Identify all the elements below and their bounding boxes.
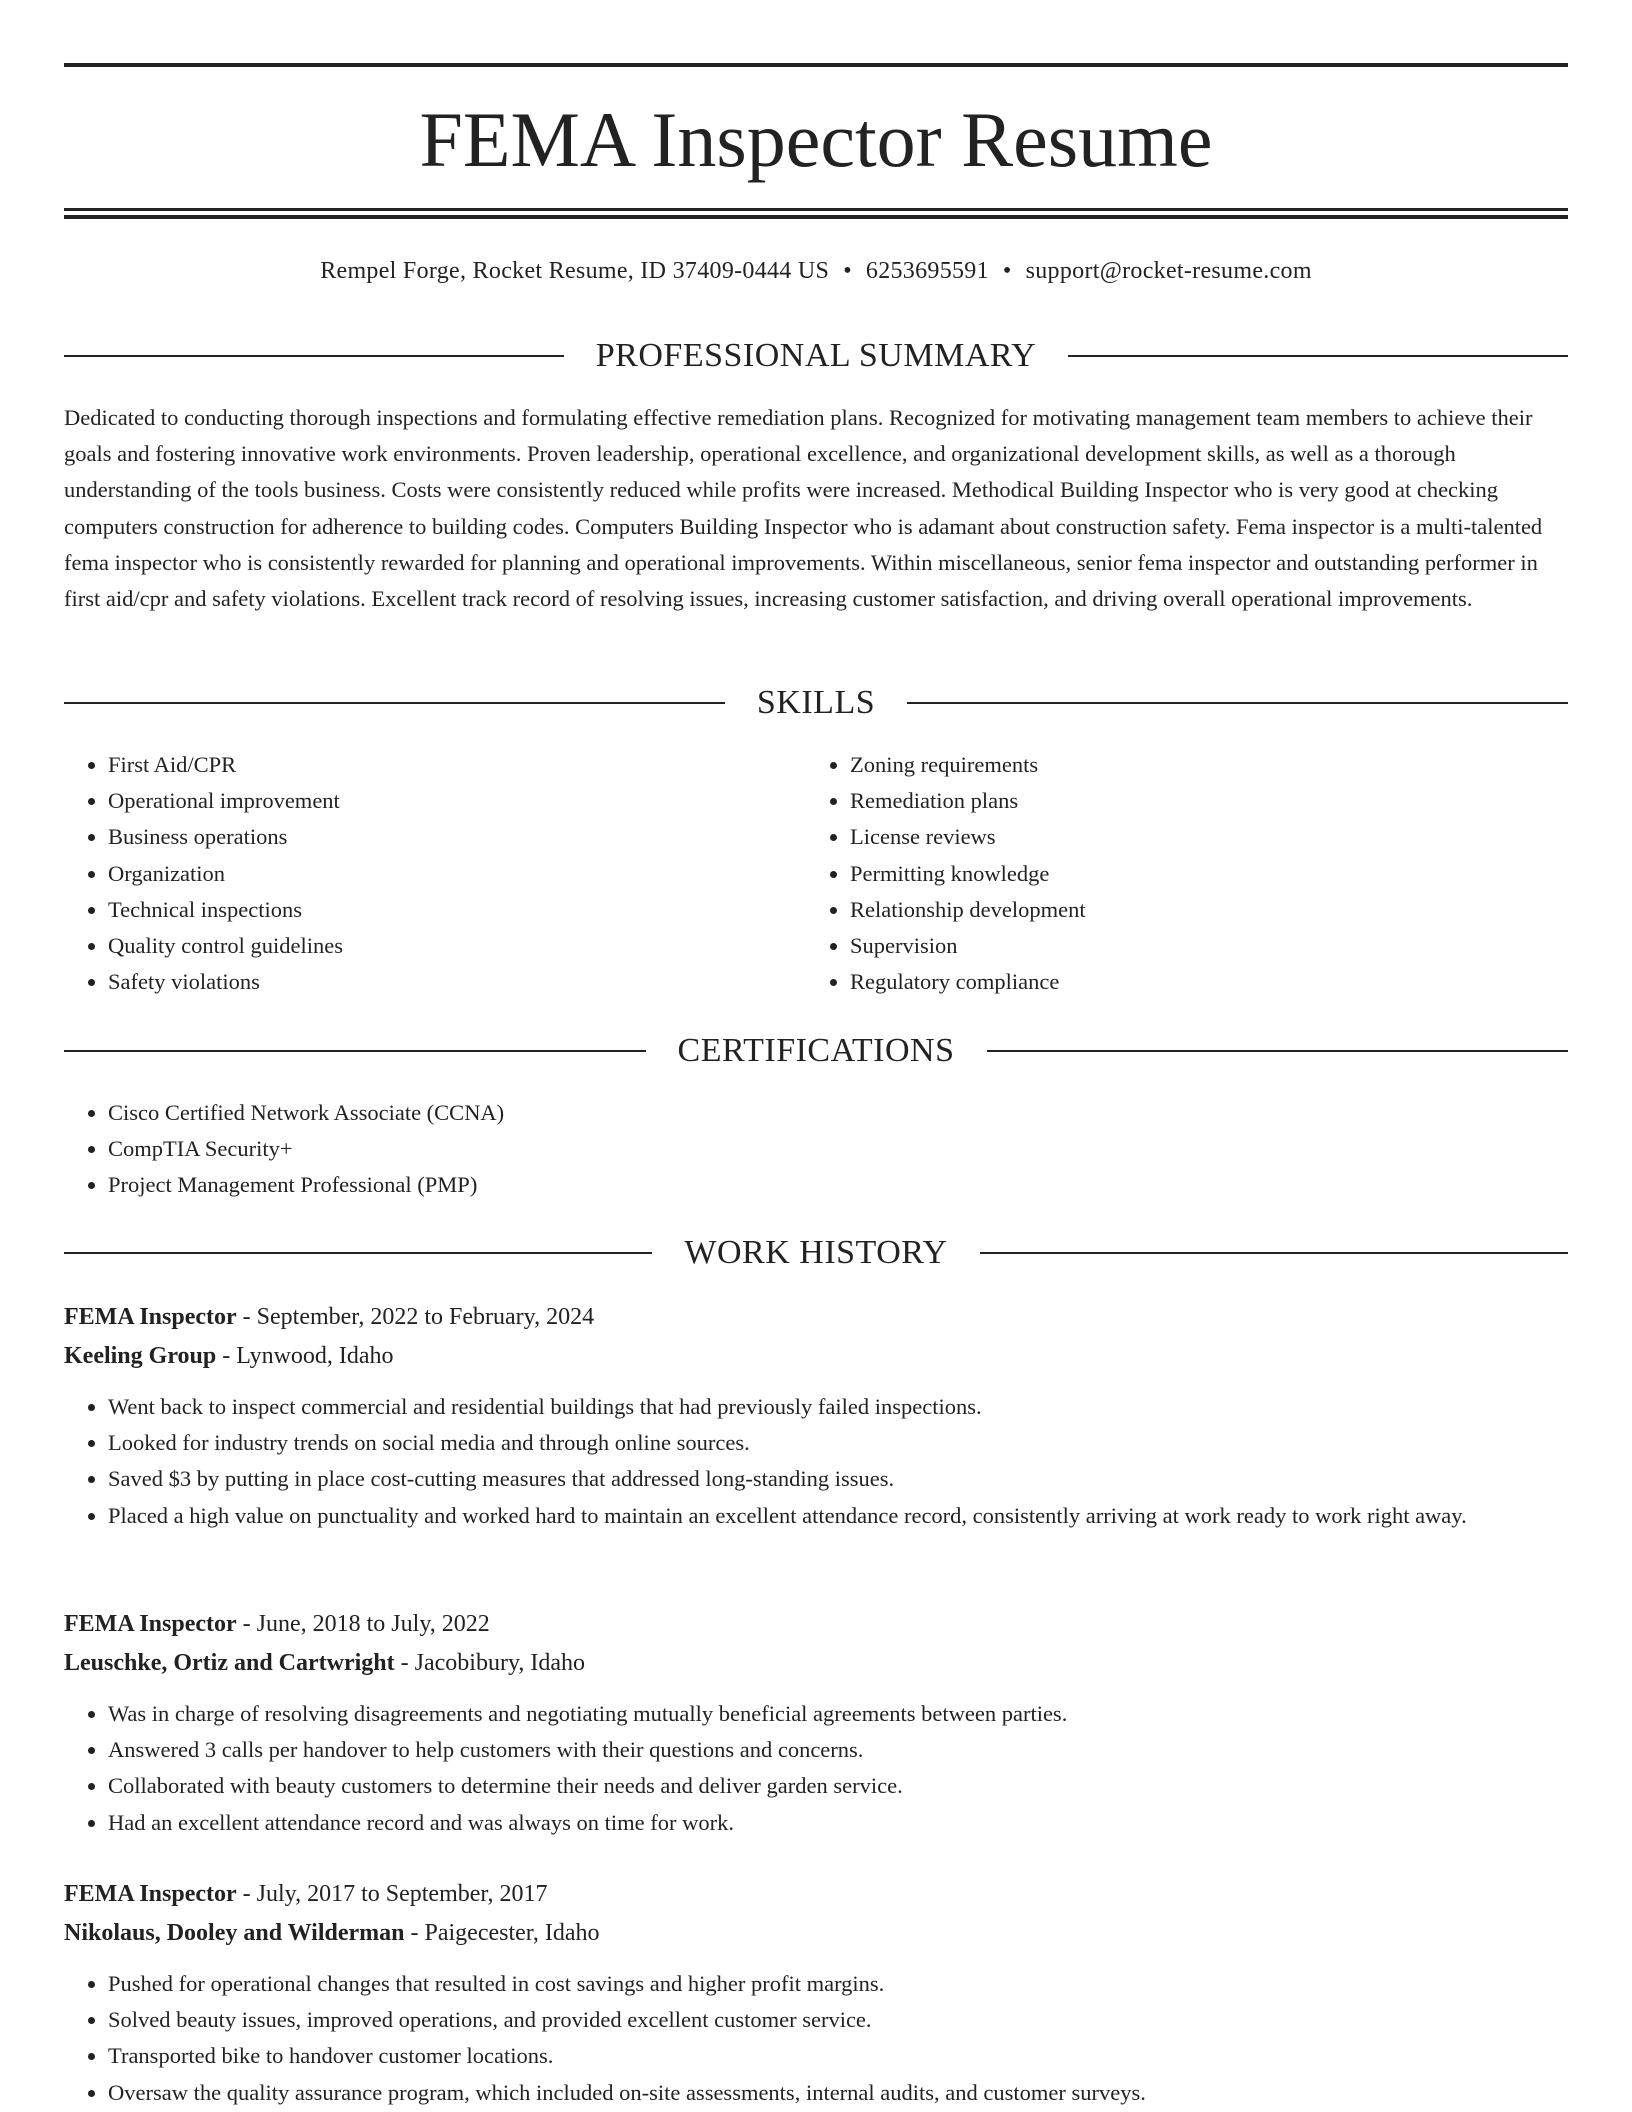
job-duty: • Transported bike to handover customer locations. <box>108 2038 1568 2074</box>
job-duty: • Went back to inspect commercial and residential buildings that had previously failed inspections. <box>108 1389 1568 1425</box>
skill-item: • Quality control guidelines <box>108 928 764 964</box>
job-company-row <box>64 1914 1568 1953</box>
skill-item: • Operational improvement <box>108 783 764 819</box>
summary-section-header <box>64 334 1568 378</box>
contact-address: Rempel Forge, Rocket Resume, ID 37409-0444 US <box>320 258 830 284</box>
job-location: - Lynwood, Idaho <box>216 1343 394 1369</box>
job-duty: • Solved beauty issues, improved operations, and provided excellent customer service. <box>108 2002 1568 2038</box>
skill-item: • Regulatory compliance <box>850 964 1566 1000</box>
job-title: FEMA Inspector <box>64 1611 237 1637</box>
job-company: Nikolaus, Dooley and Wilderman <box>64 1920 405 1946</box>
job-title-row <box>64 1298 1568 1337</box>
contact-line <box>64 254 1568 288</box>
section-rule <box>64 1050 646 1052</box>
section-rule <box>987 1050 1569 1052</box>
skill-item: • Technical inspections <box>108 892 764 928</box>
job-entry <box>64 1605 1568 1841</box>
job-title: FEMA Inspector <box>64 1881 237 1907</box>
title-rule-upper <box>64 208 1568 211</box>
skill-item: • Safety violations <box>108 964 764 1000</box>
job-entry <box>64 1875 1568 2111</box>
certifications-list <box>64 1095 1568 1204</box>
skills-heading: SKILLS <box>756 684 876 721</box>
section-rule <box>907 702 1568 704</box>
contact-phone: 6253695591 <box>865 258 989 284</box>
resume-title: FEMA Inspector Resume <box>419 96 1213 183</box>
job-duty: • Saved $3 by putting in place cost-cutting measures that addressed long-standing issues. <box>108 1461 1568 1497</box>
skill-item: • Zoning requirements <box>850 747 1566 783</box>
certification-item: • Project Management Professional (PMP) <box>108 1167 1568 1203</box>
job-duty: • Collaborated with beauty customers to determine their needs and deliver garden service. <box>108 1768 1568 1804</box>
certification-item: • Cisco Certified Network Associate (CCNA) <box>108 1095 1568 1131</box>
job-dates: - June, 2018 to July, 2022 <box>236 1611 490 1637</box>
job-duty: • Was in charge of resolving disagreements and negotiating mutually beneficial agreements between parties. <box>108 1696 1568 1732</box>
job-company-row <box>64 1644 1568 1683</box>
summary-heading: PROFESSIONAL SUMMARY <box>595 337 1037 374</box>
skill-item: • First Aid/CPR <box>108 747 764 783</box>
skills-section-header <box>64 681 1568 725</box>
contact-separator: • <box>1002 258 1012 284</box>
job-location: - Jacobibury, Idaho <box>394 1650 586 1676</box>
section-rule <box>64 355 564 357</box>
job-duty: • Answered 3 calls per handover to help customers with their questions and concerns. <box>108 1732 1568 1768</box>
job-company-row <box>64 1337 1568 1376</box>
job-location: - Paigecester, Idaho <box>404 1920 600 1946</box>
job-duties-list <box>64 1696 1568 1841</box>
skills-list-left <box>64 747 764 1000</box>
job-dates: - September, 2022 to February, 2024 <box>236 1304 595 1330</box>
skill-item: • Business operations <box>108 819 764 855</box>
section-rule <box>64 702 725 704</box>
job-duty: • Placed a high value on punctuality and worked hard to maintain an excellent attendance record, consistently arriving at work ready to work right away. <box>108 1498 1568 1534</box>
job-duties-list <box>64 1966 1568 2111</box>
job-title-row <box>64 1605 1568 1644</box>
job-company: Leuschke, Ortiz and Cartwright <box>64 1650 395 1676</box>
skill-item: • Organization <box>108 856 764 892</box>
contact-separator: • <box>843 258 852 284</box>
certification-item: • CompTIA Security+ <box>108 1131 1568 1167</box>
section-rule <box>1068 355 1568 357</box>
skill-item: • License reviews <box>850 819 1566 855</box>
title-rule-lower <box>64 215 1568 219</box>
job-duty: • Had an excellent attendance record and was always on time for work. <box>108 1805 1568 1841</box>
work-heading: WORK HISTORY <box>684 1234 948 1271</box>
skills-column-right <box>806 747 1566 1000</box>
section-rule <box>64 1252 652 1254</box>
skills-list-right <box>806 747 1566 1000</box>
skills-column-left <box>64 747 764 1000</box>
work-section-header <box>64 1231 1568 1275</box>
top-rule <box>64 63 1568 67</box>
job-duties-list <box>64 1389 1568 1534</box>
job-title: FEMA Inspector <box>64 1304 237 1330</box>
job-duty: • Oversaw the quality assurance program, which included on-site assessments, internal audits, and customer surveys. <box>108 2075 1568 2111</box>
section-rule <box>980 1252 1568 1254</box>
job-company: Keeling Group <box>64 1343 217 1369</box>
job-title-row <box>64 1875 1568 1914</box>
skill-item: • Permitting knowledge <box>850 856 1566 892</box>
skill-item: • Remediation plans <box>850 783 1566 819</box>
certifications-block <box>64 1095 1568 1204</box>
skill-item: • Relationship development <box>850 892 1566 928</box>
skill-item: • Supervision <box>850 928 1566 964</box>
summary-text: Dedicated to conducting thorough inspections and formulating effective remediation plans. Recognized for motivating management team members to achieve their goals and fostering innovative work environments. Proven leadership, operational excellence, and organizational development skills, as well as a thorough understanding of the tools business. Costs were consistently reduced while profits were increased. Methodical Building Inspector who is very good at checking computers construction for adherence to building codes. Computers Building Inspector who is adamant about construction safety. Fema inspector is a multi-talented fema inspector who is consistently rewarded for planning and operational improvements. Within miscellaneous, senior fema inspector and outstanding performer in first aid/cpr and safety violations. Excellent track record of resolving issues, increasing customer satisfaction, and driving overall operational improvements. <box>64 405 1543 612</box>
job-duty: • Looked for industry trends on social media and through online sources. <box>108 1425 1568 1461</box>
contact-email: support@rocket-resume.com <box>1025 258 1312 284</box>
job-dates: - July, 2017 to September, 2017 <box>236 1881 548 1907</box>
certifications-heading: CERTIFICATIONS <box>677 1032 955 1069</box>
certifications-section-header <box>64 1029 1568 1073</box>
job-duty: • Pushed for operational changes that resulted in cost savings and higher profit margins. <box>108 1966 1568 2002</box>
job-entry <box>64 1298 1568 1534</box>
